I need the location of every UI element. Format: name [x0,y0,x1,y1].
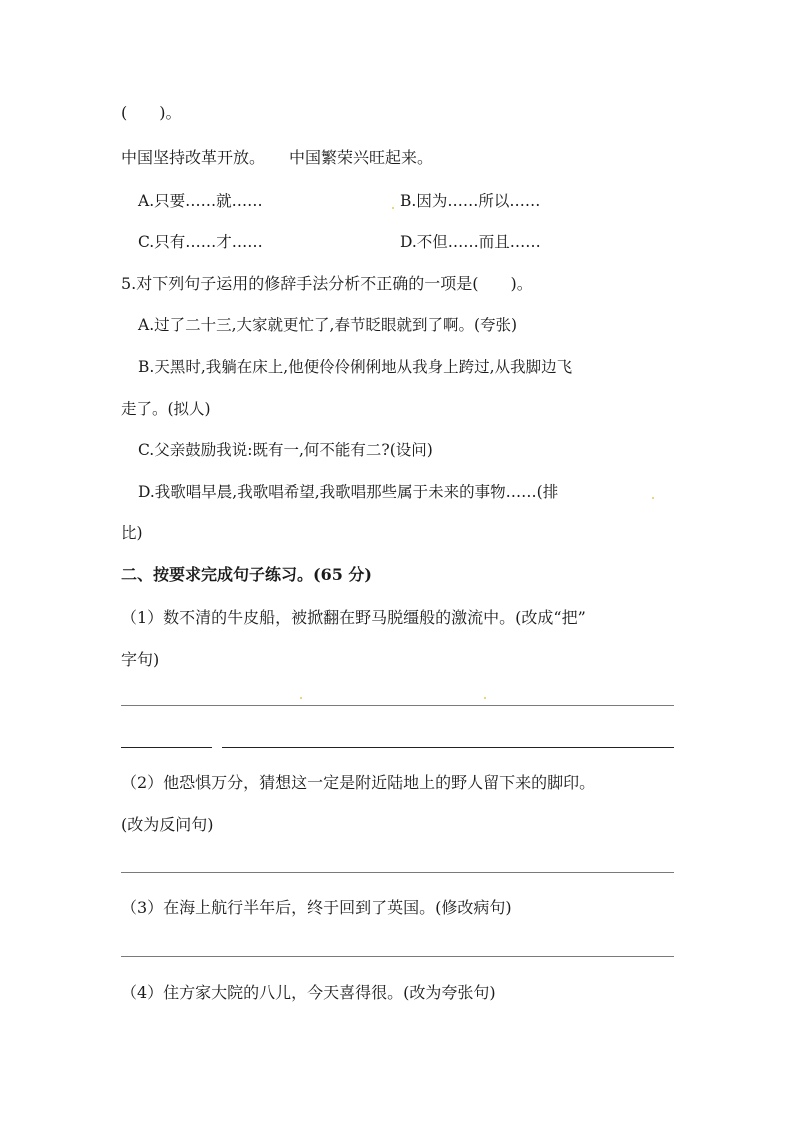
item-1-prompt-line1: （1）数不清的牛皮船，被掀翻在野马脱缰般的激流中。(改成“把” [121,608,586,627]
item-1-answer-line-short [121,747,212,748]
q5-option-d-line2: 比) [121,524,143,542]
item-2-prompt-line2: (改为反问句) [121,815,214,834]
q4-option-c: C.只有……才…… [138,233,263,251]
answer-paren-line: ( )。 [121,103,182,122]
item-1-answer-line-long [222,747,674,748]
scan-speck [392,207,394,209]
q4-sentence: 中国坚持改革开放。 中国繁荣兴旺起来。 [121,148,434,167]
scan-speck [652,497,654,499]
q4-option-a: A.只要……就…… [138,192,263,210]
item-3-answer-line [121,956,674,957]
q5-option-c: C.父亲鼓励我说:既有一,何不能有二?(设问) [138,441,433,459]
scan-speck [484,697,486,699]
item-1-answer-line [121,705,674,706]
item-2-answer-line [121,872,674,873]
q4-option-b: B.因为……所以…… [400,192,541,210]
item-4-prompt: （4）住方家大院的八儿，今天喜得很。(改为夸张句) [121,983,496,1002]
section-2-heading: 二、按要求完成句子练习。(65 分) [121,565,372,584]
q4-option-d: D.不但……而且…… [400,233,541,251]
q5-option-b-line1: B.天黑时,我躺在床上,他便伶伶俐俐地从我身上跨过,从我脚边飞 [138,358,573,376]
item-2-prompt-line1: （2）他恐惧万分，猜想这一定是附近陆地上的野人留下来的脚印。 [121,773,596,792]
q5-option-d-line1: D.我歌唱早晨,我歌唱希望,我歌唱那些属于未来的事物……(排 [138,483,559,501]
q5-question: 5.对下列句子运用的修辞手法分析不正确的一项是( )。 [121,274,533,293]
item-3-prompt: （3）在海上航行半年后，终于回到了英国。(修改病句) [121,898,512,917]
item-1-prompt-line2: 字句) [121,650,160,669]
q5-option-a: A.过了二十三,大家就更忙了,春节眨眼就到了啊。(夸张) [138,316,518,334]
q5-option-b-line2: 走了。(拟人) [121,400,211,418]
scan-speck [300,697,302,699]
